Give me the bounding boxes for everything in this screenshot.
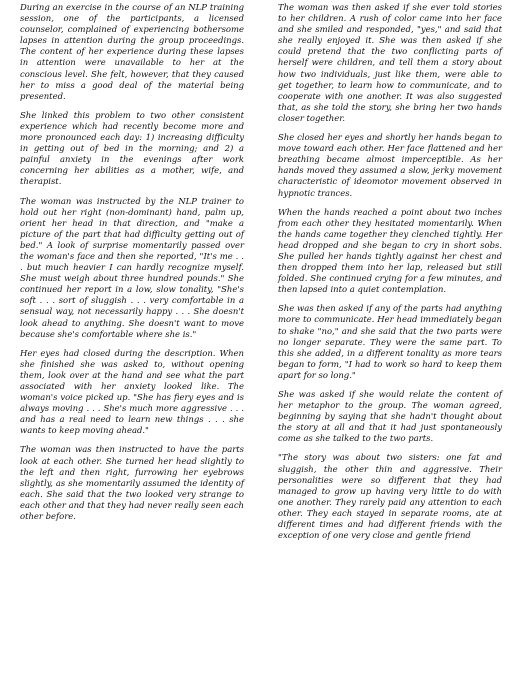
paragraph-right-hand-part: The woman was instructed by the NLP trainer to hold out her right (non-dominant) hand, palm up, orient her head in that direction, and "make a picture of the part that had difficulty getting out of bed." A look of surprise momentarily passed over the woman's face and then she reported, "It's me . . . but much heavier I can hardly recognize myself. She must weigh about three hundred pounds." She continued her report in a low, slow tonality, "She's soft . . . sort of sluggish . . . very comfortable in a sensual way, not necessarily happy . . . She doesn't look ahead to anything. She doesn't want to move because she's comfortable where she is." [20,195,244,339]
paragraph-stories: The woman was then asked if she ever told stories to her children. A rush of color came into her face and she smiled and responded, "yes," and said that she really enjoyed it. She was then asked if she could pretend that the two conflicting parts of herself were children, and tell them a story about how two individuals, just like them, were able to get together, to learn how to communicate, and to cooperate with one another. It was also suggested that, as she told the story, she bring her two hands closer together. [278,2,502,123]
paragraph-parts-same: She was then asked if any of the parts had anything more to communicate. Her head immediately began to shake "no," and she said that the two parts were no longer separate. They were the same part. To this she added, in a different tonality as more tears began to form, "I had to work so hard to keep them apart for so long." [278,303,502,380]
paragraph-hands-meet: When the hands reached a point about two inches from each other they hesitated momentarily. When the hands came together they clenched tightly. Her head dropped and she began to cry in short sobs. She pulled her hands tightly against her chest and then dropped them into her lap, released but still folded. She continued crying for a few minutes, and then lapsed into a quiet contemplation. [278,206,502,295]
paragraph-anxiety-part: Her eyes had closed during the description. When she finished she was asked to, without opening them, look over at the hand and see what the part associated with her anxiety looked like. The woman's voice picked up. "She has fiery eyes and is always moving . . . She's much more aggressive . . . and has a real need to learn new things . . . she wants to keep moving ahead." [20,347,244,436]
paragraph-hands-move: She closed her eyes and shortly her hands began to move toward each other. Her face flattened and her breathing became almost imperceptible. As her hands moved they assumed a slow, jerky movement characteristic of ideomotor movement observed in hypnotic trances. [278,132,502,198]
paragraph-two-sisters: "The story was about two sisters: one fat and sluggish, the other thin and aggressive. Their personalities were so different that they had managed to grow up having very little to do with one another. They rarely paid any attention to each other. They each stayed in separate rooms, ate at different times and had different friends with the exception of one very close and gentle friend [278,452,502,541]
right-text-column [278,2,502,549]
paragraph-metaphor: She was asked if she would relate the content of her metaphor to the group. The woman agreed, beginning by saying that she hadn't thought about the story at all and that it had just spontaneously come as she talked to the two parts. [278,389,502,444]
paragraph-parts-look: The woman was then instructed to have the parts look at each other. She turned her head slightly to the left and then right, furrowing her eyebrows slightly, as she momentarily assumed the identity of each. She said that the two looked very strange to each other and that they had never really seen each other before. [20,444,244,522]
left-text-column [20,2,244,530]
paragraph-attention-lapses: During an exercise in the course of an NLP training session, one of the participants, a licensed counselor, complained of experiencing bothersome lapses in attention during the group proceedings. The content of her experience during these lapses in attention were unavailable to her at the conscious level. She felt, however, that they caused her to miss a good deal of the material being presented. [20,2,244,101]
paragraph-linked-problems: She linked this problem to two other consistent experience which had recently become more and more pronounced each day: 1) increasing difficulty in getting out of bed in the morning; and 2) a painful anxiety in the evenings after work concerning her abilities as a mother, wife, and therapist. [20,109,244,187]
